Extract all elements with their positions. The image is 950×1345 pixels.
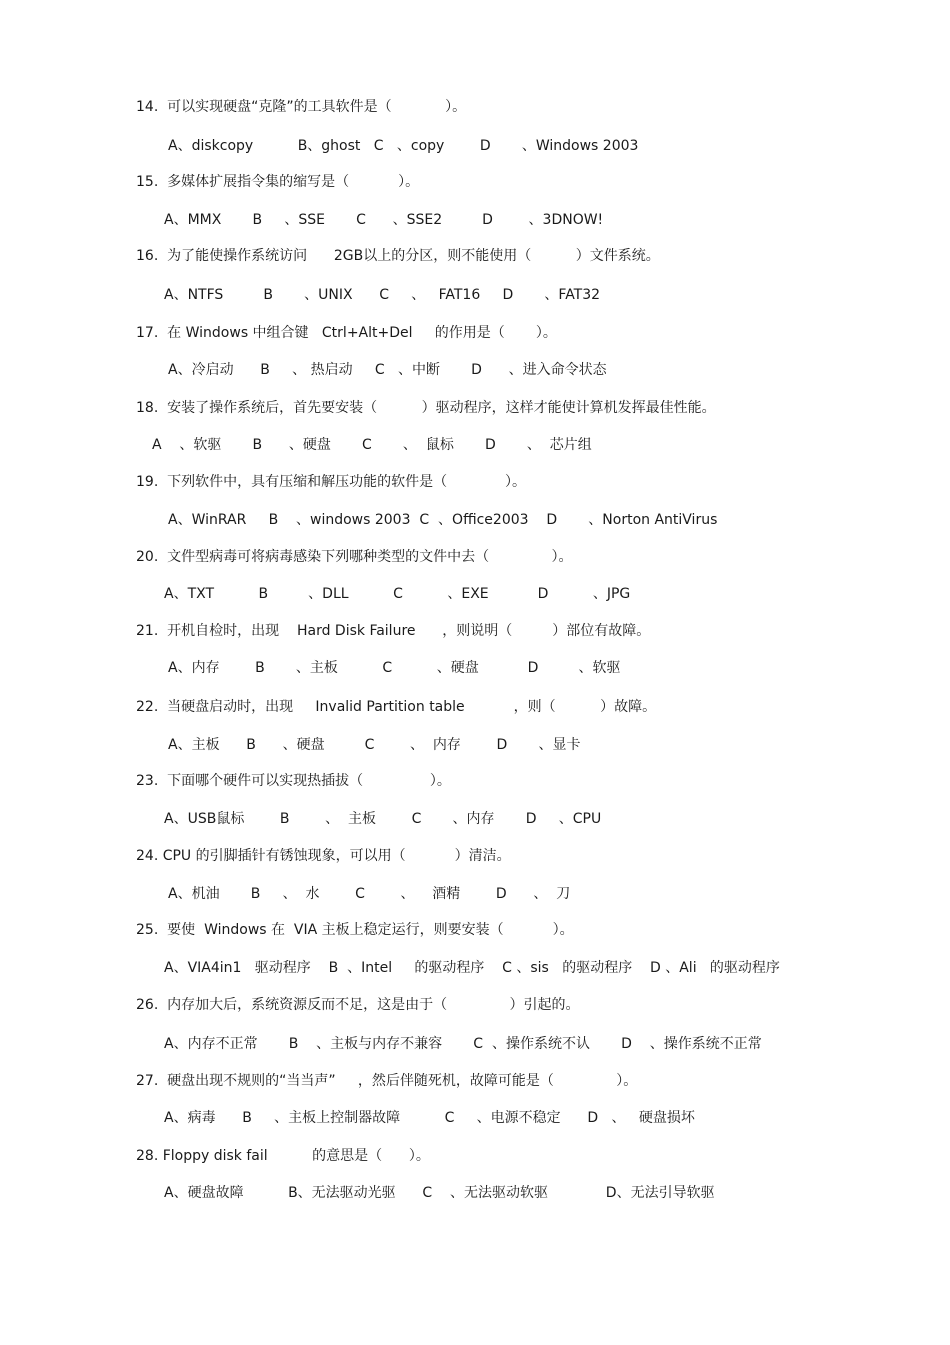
- question-16-options: A、NTFS B 、UNIX C 、 FAT16 D 、FAT32: [164, 287, 601, 303]
- question-25-options: A、VIA4in1 驱动程序 B 、Intel 的驱动程序 C 、sis 的驱动程序 D 、Ali 的驱动程序: [164, 960, 780, 976]
- question-21: 21. 开机自检时，出现 Hard Disk Failure ，则说明（ ）部位有故障。: [136, 623, 651, 639]
- question-17: 17. 在 Windows 中组合键 Ctrl+Alt+Del 的作用是（ ）。: [136, 325, 557, 341]
- question-23: 23. 下面哪个硬件可以实现热插拔（ ）。: [136, 773, 451, 789]
- question-18: 18. 安装了操作系统后，首先要安装（ ）驱动程序，这样才能使计算机发挥最佳性能。: [136, 400, 716, 416]
- question-22-options: A、主板 B 、硬盘 C 、 内存 D 、显卡: [168, 737, 581, 753]
- question-17-options: A、冷启动 B 、 热启动 C 、中断 D 、进入命令状态: [168, 362, 607, 378]
- question-24: 24. CPU 的引脚插针有锈蚀现象，可以用（ ）清洁。: [136, 848, 511, 864]
- question-15-options: A、MMX B 、SSE C 、SSE2 D 、3DNOW!: [164, 212, 604, 228]
- question-28-options: A、硬盘故障 B、无法驱动光驱 C 、无法驱动软驱 D、无法引导软驱: [164, 1185, 715, 1201]
- question-27-options: A、病毒 B 、主板上控制器故障 C 、电源不稳定 D 、 硬盘损坏: [164, 1110, 695, 1126]
- question-15: 15. 多媒体扩展指令集的缩写是（ ）。: [136, 174, 420, 190]
- question-26: 26. 内存加大后，系统资源反而不足，这是由于（ ）引起的。: [136, 997, 580, 1013]
- question-14: 14. 可以实现硬盘“克隆”的工具软件是（ ）。: [136, 99, 467, 115]
- question-22: 22. 当硬盘启动时，出现 Invalid Partition table ，则（ ）故障。: [136, 699, 657, 715]
- question-18-options: A 、软驱 B 、硬盘 C 、 鼠标 D 、 芯片组: [152, 437, 592, 453]
- question-16: 16. 为了能使操作系统访问 2GB以上的分区，则不能使用（ ）文件系统。: [136, 248, 660, 264]
- question-26-options: A、内存不正常 B 、主板与内存不兼容 C 、操作系统不认 D 、操作系统不正常: [164, 1036, 762, 1052]
- question-25: 25. 要使 Windows 在 VIA 主板上稳定运行，则要安装（ ）。: [136, 922, 574, 938]
- question-19-options: A、WinRAR B 、windows 2003 C 、Office2003 D 、Norton AntiVirus: [168, 512, 718, 528]
- question-27: 27. 硬盘出现不规则的“当当声” ，然后伴随死机，故障可能是（ ）。: [136, 1073, 638, 1089]
- question-21-options: A、内存 B 、主板 C 、硬盘 D 、软驱: [168, 660, 621, 676]
- question-28: 28. Floppy disk fail 的意思是（ ）。: [136, 1148, 430, 1164]
- question-20: 20. 文件型病毒可将病毒感染下列哪种类型的文件中去（ ）。: [136, 549, 573, 565]
- question-23-options: A、USB鼠标 B 、 主板 C 、内存 D 、CPU: [164, 811, 602, 827]
- question-24-options: A、机油 B 、 水 C 、 酒精 D 、 刀: [168, 886, 571, 902]
- question-20-options: A、TXT B 、DLL C 、EXE D 、JPG: [164, 586, 631, 602]
- question-14-options: A、diskcopy B、ghost C 、copy D 、Windows 2003: [168, 138, 639, 154]
- question-19: 19. 下列软件中，具有压缩和解压功能的软件是（ ）。: [136, 474, 527, 490]
